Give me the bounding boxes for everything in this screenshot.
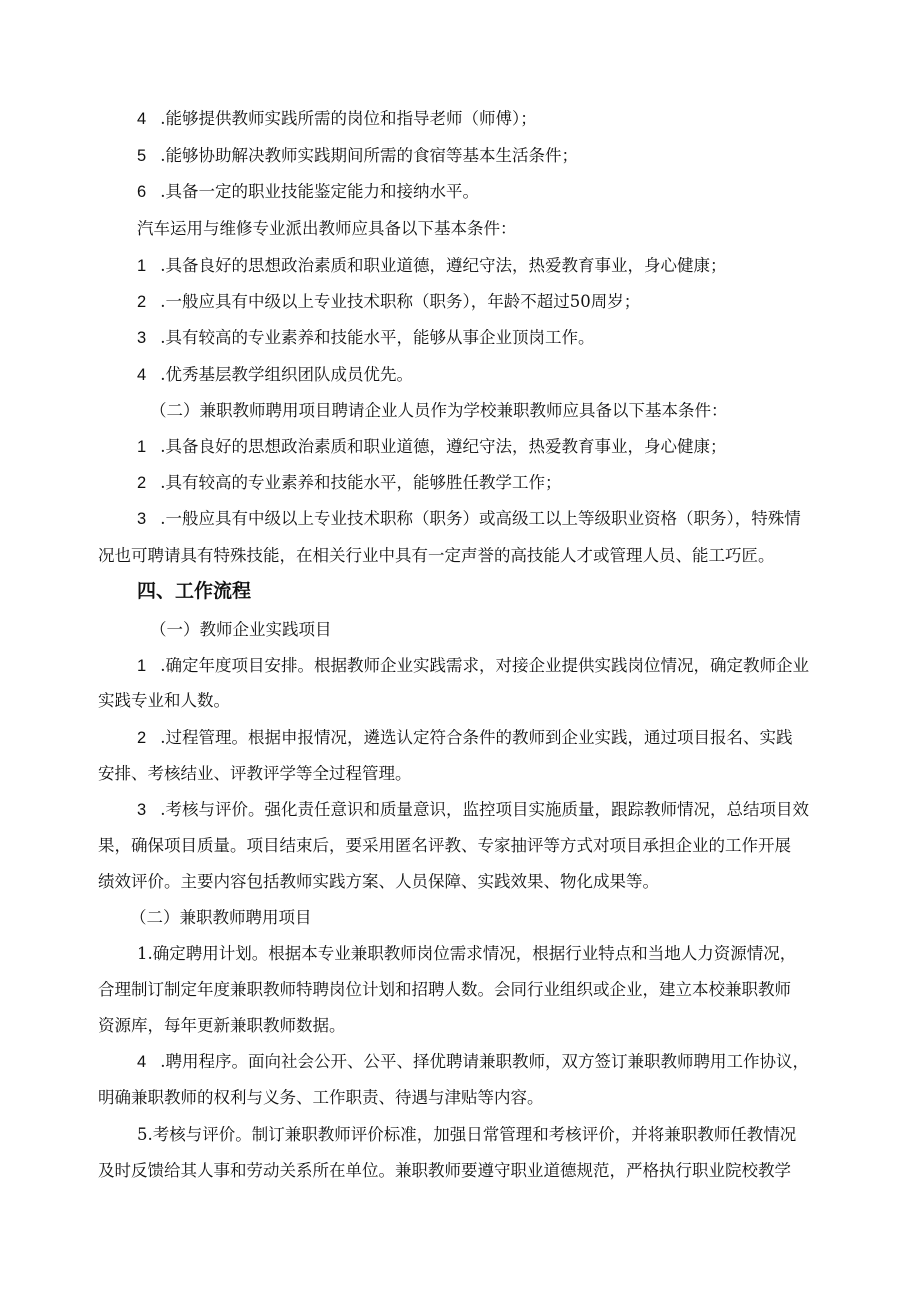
paragraph-line: 汽车运用与维修专业派出教师应具备以下基本条件： xyxy=(137,219,517,238)
paragraph-line: 3 .具有较高的专业素养和技能水平，能够从事企业顶岗工作。 xyxy=(137,328,595,347)
paragraph-line: 4 .优秀基层教学组织团队成员优先。 xyxy=(137,365,413,384)
paragraph-line: 5.考核与评价。制订兼职教师评价标准，加强日常管理和考核评价，并将兼职教师任教情况 xyxy=(137,1125,797,1144)
paragraph-line: 1 .具备良好的思想政治素质和职业道德，遵纪守法，热爱教育事业，身心健康； xyxy=(137,437,727,456)
subsection-title: （一）教师企业实践项目 xyxy=(150,620,332,639)
paragraph-line: 况也可聘请具有特殊技能，在相关行业中具有一定声誉的高技能人才或管理人员、能工巧匠。 xyxy=(98,546,775,565)
paragraph-line: 4 .能够提供教师实践所需的岗位和指导老师（师傅）； xyxy=(137,109,537,128)
paragraph-line: 及时反馈给其人事和劳动关系所在单位。兼职教师要遵守职业道德规范，严格执行职业院校教学 xyxy=(98,1161,791,1180)
paragraph-line: 明确兼职教师的权利与义务、工作职责、待遇与津贴等内容。 xyxy=(98,1088,544,1107)
paragraph-line: 6 .具备一定的职业技能鉴定能力和接纳水平。 xyxy=(137,182,479,201)
subsection-title: （二）兼职教师聘用项目 xyxy=(130,908,312,927)
paragraph-line: 2 .过程管理。根据申报情况，遴选认定符合条件的教师到企业实践，通过项目报名、实践 xyxy=(137,728,793,747)
paragraph-line: 合理制订制定年度兼职教师特聘岗位计划和招聘人数。会同行业组织或企业，建立本校兼职教师 xyxy=(98,980,791,999)
paragraph-line: 1 .确定年度项目安排。根据教师企业实践需求，对接企业提供实践岗位情况，确定教师企业 xyxy=(137,656,809,675)
paragraph-line: 1 .具备良好的思想政治素质和职业道德，遵纪守法，热爱教育事业，身心健康； xyxy=(137,256,727,275)
section-heading: 四、工作流程 xyxy=(137,580,252,602)
paragraph-line: 1.确定聘用计划。根据本专业兼职教师岗位需求情况，根据行业特点和当地人力资源情况， xyxy=(137,944,797,963)
paragraph-line: 实践专业和人数。 xyxy=(98,691,230,710)
paragraph-line: 安排、考核结业、评教评学等全过程管理。 xyxy=(98,764,412,783)
paragraph-line: 4 .聘用程序。面向社会公开、公平、择优聘请兼职教师，双方签订兼职教师聘用工作协议， xyxy=(137,1052,809,1071)
paragraph-line: 3 .考核与评价。强化责任意识和质量意识，监控项目实施质量，跟踪教师情况，总结项目效 xyxy=(137,800,809,819)
paragraph-line: 2 .一般应具有中级以上专业技术职称（职务），年龄不超过50周岁； xyxy=(137,292,641,311)
paragraph-line: 2 .具有较高的专业素养和技能水平，能够胜任教学工作； xyxy=(137,473,562,492)
paragraph-line: 果，确保项目质量。项目结束后，要采用匿名评教、专家抽评等方式对项目承担企业的工作开展 xyxy=(98,836,791,855)
paragraph-line: 3 .一般应具有中级以上专业技术职称（职务）或高级工以上等级职业资格（职务），特殊情 xyxy=(137,509,801,528)
paragraph-line: 绩效评价。主要内容包括教师实践方案、人员保障、实践效果、物化成果等。 xyxy=(98,872,659,891)
paragraph-line: 5 .能够协助解决教师实践期间所需的食宿等基本生活条件； xyxy=(137,146,578,165)
paragraph-line: 资源库，每年更新兼职教师数据。 xyxy=(98,1016,346,1035)
subsection-title: （二）兼职教师聘用项目聘请企业人员作为学校兼职教师应具备以下基本条件： xyxy=(150,401,728,420)
